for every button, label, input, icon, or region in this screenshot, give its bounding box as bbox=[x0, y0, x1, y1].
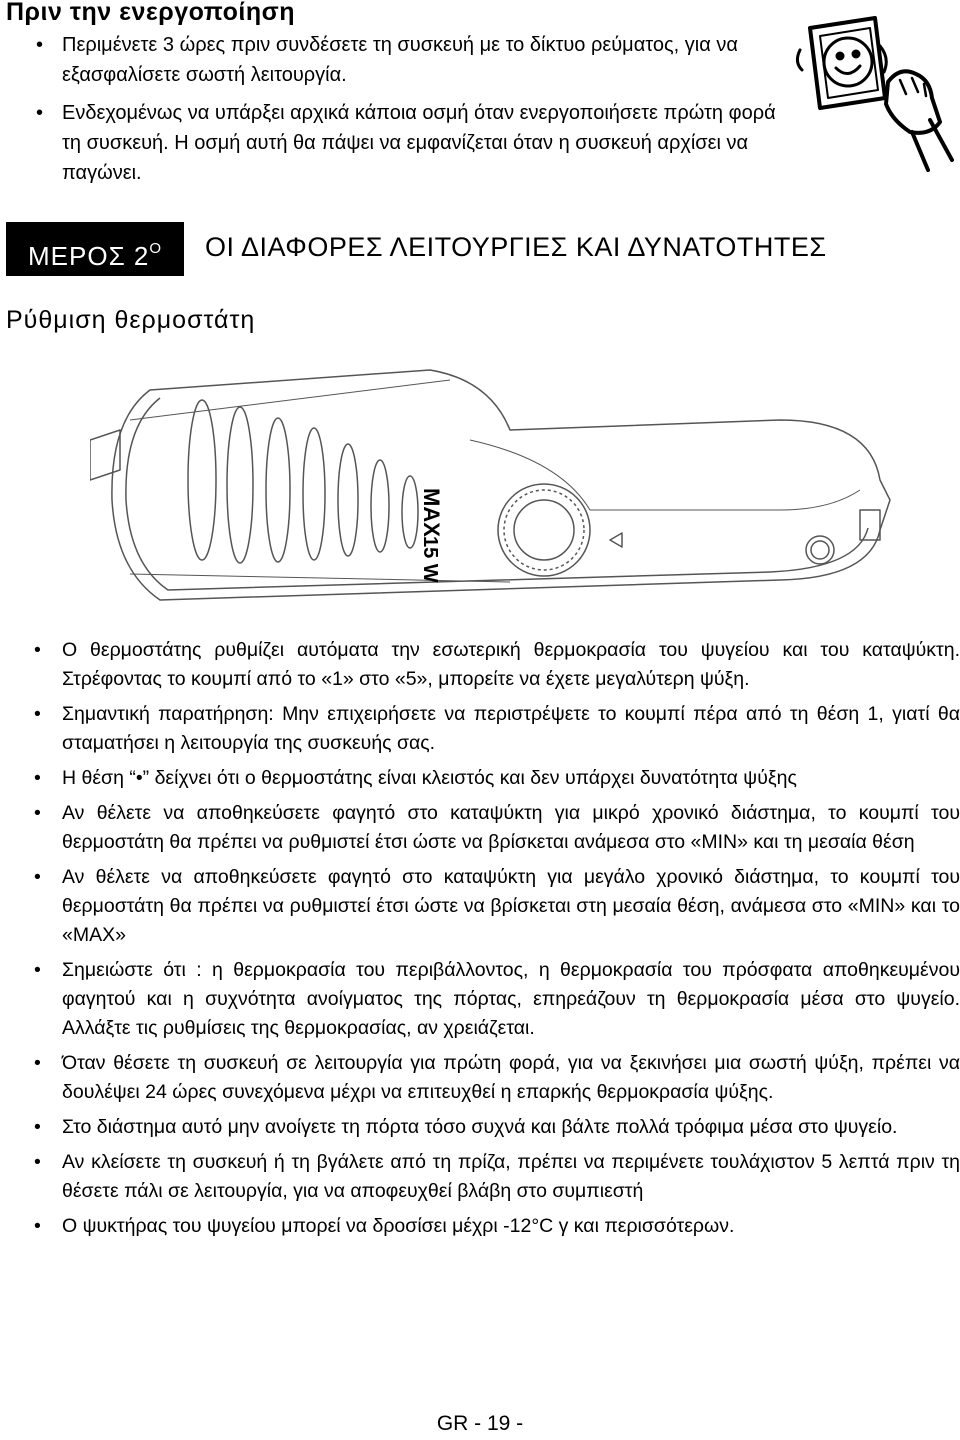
list-item-text: Στο διάστημα αυτό μην ανοίγετε τη πόρτα τόσο συχνά και βάλτε πολλά τρόφιμα μέσα στο ψυγείο. bbox=[62, 1116, 898, 1138]
list-item bbox=[34, 1049, 960, 1107]
bullet-icon: • bbox=[34, 1215, 41, 1237]
list-item-text: Σημειώστε ότι : η θερμοκρασία του περιβάλλοντος, η θερμοκρασία του πρόσφατα αποθηκευμένου φαγητού και η συχνότητα ανοίγματος της πόρτας, επηρεάζουν τη θερμοκρασία μέσα στο ψυγείο. Αλλάξτε τις ρυθμίσεις της θερμοκρασίας, αν χρειάζεται. bbox=[62, 959, 960, 1039]
list-item bbox=[34, 799, 960, 857]
bullet-icon: • bbox=[34, 866, 41, 888]
list-item bbox=[34, 700, 960, 758]
list-item-text: Περιμένετε 3 ώρες πριν συνδέσετε τη συσκευή με το δίκτυο ρεύματος, για να εξασφαλίσετε σωστή λειτουργία. bbox=[62, 34, 738, 86]
list-item bbox=[34, 1212, 960, 1241]
bullet-icon: • bbox=[36, 102, 44, 124]
bullet-icon: • bbox=[34, 703, 41, 725]
bullet-icon: • bbox=[34, 802, 41, 824]
mascot-icon bbox=[780, 10, 960, 175]
list-item-text: Όταν θέσετε τη συσκευή σε λειτουργία για πρώτη φορά, για να ξεκινήσει μια σωστή ψύξη, πρέπει να δουλέψει 24 ώρες συνεχόμενα μέχρι να επιτευχθεί η επαρκής θερμοκρασία ψύξης. bbox=[62, 1052, 960, 1103]
list-item bbox=[34, 1113, 960, 1142]
list-item-text: Η θέση “•” δείχνει ότι ο θερμοστάτης είναι κλειστός και δεν υπάρχει δυνατότητα ψύξης bbox=[62, 767, 797, 789]
part-label: ΜΕΡΟΣ 2 bbox=[28, 241, 150, 271]
thermostat-bullet-list bbox=[34, 636, 960, 1247]
list-item-text: Αν κλείσετε τη συσκευή ή τη βγάλετε από τη πρίζα, πρέπει να περιμένετε τουλάχιστον 5 λεπτά πριν τη θέσετε πάλι σε λειτουργία, για να αποφευχθεί βλάβη στο συμπιεστή bbox=[62, 1151, 960, 1202]
list-item bbox=[36, 30, 776, 90]
list-item-text: Αν θέλετε να αποθηκεύσετε φαγητό στο καταψύκτη για μικρό χρονικό διάστημα, το κουμπί του θερμοστάτη θα πρέπει να ρυθμιστεί έτσι ώστε να βρίσκεται ανάμεσα στο «MIN» και τη μεσαία θέση bbox=[62, 802, 960, 853]
bullet-icon: • bbox=[34, 959, 41, 981]
thermostat-illustration bbox=[90, 360, 900, 620]
list-item bbox=[34, 1148, 960, 1206]
section-title: Πριν την ενεργοποίηση bbox=[6, 0, 295, 26]
bullet-icon: • bbox=[34, 1151, 41, 1173]
list-item bbox=[34, 636, 960, 694]
bullet-icon: • bbox=[34, 1052, 41, 1074]
list-item bbox=[34, 764, 960, 793]
thermostat-watt-label: 15 W bbox=[419, 536, 441, 583]
page-number: GR - 19 - bbox=[436, 1412, 524, 1435]
subsection-title: Ρύθμιση θερμοστάτη bbox=[6, 306, 256, 334]
bullet-icon: • bbox=[34, 1116, 41, 1138]
list-item-text: Ο ψυκτήρας του ψυγείου μπορεί να δροσίσει μέχρι -12°C γ και περισσότερων. bbox=[62, 1215, 735, 1237]
part-label-badge bbox=[6, 222, 184, 276]
part-heading: ΟΙ ΔΙΑΦΟΡΕΣ ΛΕΙΤΟΥΡΓΙΕΣ ΚΑΙ ΔΥΝΑΤΟΤΗΤΕΣ bbox=[205, 232, 827, 262]
list-item-text: Σημαντική παρατήρηση: Μην επιχειρήσετε να περιστρέψετε το κουμπί πέρα από τη θέση 1, γιατί θα σταματήσει η λειτουργία της συσκευής σας. bbox=[62, 703, 960, 754]
list-item-text: Ενδεχομένως να υπάρξει αρχικά κάποια οσμή όταν ενεργοποιήσετε πρώτη φορά τη συσκευή. Η οσμή αυτή θα πάψει να εμφανίζεται όταν η συσκευή αρχίσει να παγώνει. bbox=[62, 102, 776, 184]
bullet-icon: • bbox=[34, 767, 41, 789]
list-item-text: Ο θερμοστάτης ρυθμίζει αυτόματα την εσωτερική θερμοκρασία του ψυγείου και του καταψύκτη. Στρέφοντας το κουμπί από το «1» στο «5», μπορείτε να έχετε μεγαλύτερη ψύξη. bbox=[62, 639, 960, 690]
intro-bullet-list bbox=[36, 30, 776, 196]
thermostat-max-label: MAX bbox=[419, 488, 444, 537]
bullet-icon: • bbox=[36, 34, 44, 56]
list-item-text: Αν θέλετε να αποθηκεύσετε φαγητό στο καταψύκτη για μεγάλο χρονικό διάστημα, το κουμπί του θερμοστάτη θα πρέπει να ρυθμιστεί έτσι ώστε να βρίσκεται στη μεσαία θέση, ανάμεσα στο «MIN» και το «MAX» bbox=[62, 866, 960, 946]
list-item bbox=[34, 956, 960, 1043]
list-item bbox=[36, 98, 776, 188]
part-superscript: Ο bbox=[149, 240, 162, 257]
bullet-icon: • bbox=[34, 639, 41, 661]
list-item bbox=[34, 863, 960, 950]
